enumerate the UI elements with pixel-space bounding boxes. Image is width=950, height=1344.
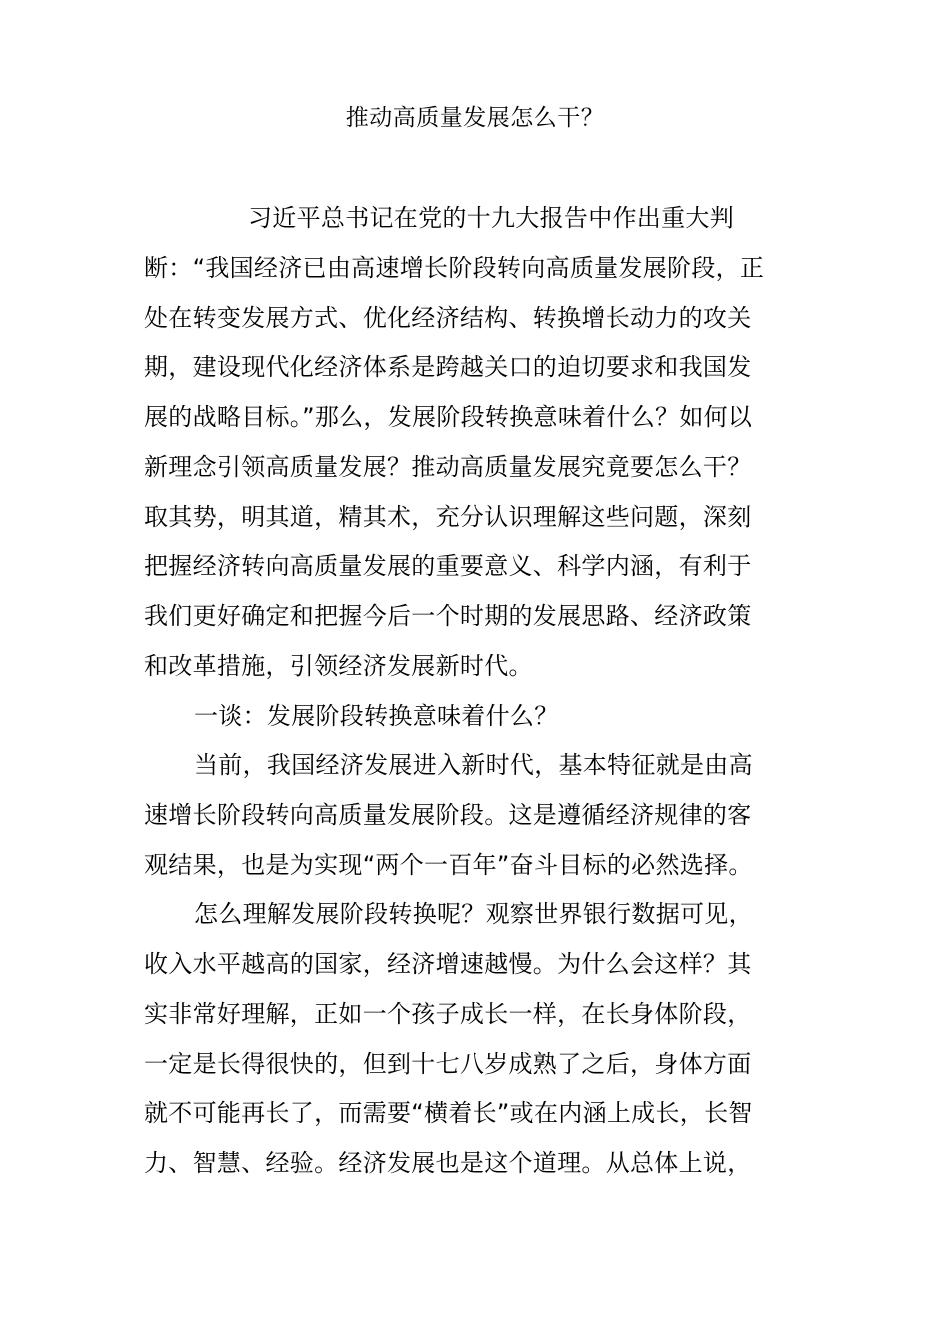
paragraph-line: 我们更好确定和把握今后一个时期的发展思路、经济政策 [144,602,752,630]
paragraph-line: 和改革措施，引领经济发展新时代。 [144,652,533,680]
paragraph-line: 实非常好理解，正如一个孩子成长一样，在长身体阶段， [144,1000,752,1028]
paragraph-line: 习近平总书记在党的十九大报告中作出重大判 [248,204,734,232]
paragraph-line: 怎么理解发展阶段转换呢？观察世界银行数据可见， [194,900,753,928]
paragraph-line: 收入水平越高的国家，经济增速越慢。为什么会这样？其 [144,950,752,978]
paragraph-line: 就不可能再长了，而需要“横着长”或在内涵上成长，长智 [144,1099,753,1127]
paragraph-line: 展的战略目标。”那么，发展阶段转换意味着什么？如何以 [144,403,753,431]
paragraph-line: 把握经济转向高质量发展的重要意义、科学内涵，有利于 [144,552,752,580]
paragraph-line: 处在转变发展方式、优化经济结构、转换增长动力的攻关 [144,304,752,332]
paragraph-line: 当前，我国经济发展进入新时代，基本特征就是由高 [194,751,753,779]
paragraph-line: 力、智慧、经验。经济发展也是这个道理。从总体上说， [144,1149,752,1177]
section-heading: 一谈：发展阶段转换意味着什么？ [194,702,559,730]
paragraph-line: 新理念引领高质量发展？推动高质量发展究竟要怎么干？ [144,453,752,481]
paragraph-line: 观结果，也是为实现“两个一百年”奋斗目标的必然选择。 [144,851,753,879]
paragraph-line: 速增长阶段转向高质量发展阶段。这是遵循经济规律的客 [144,801,752,829]
paragraph-line: 断：“我国经济已由高速增长阶段转向高质量发展阶段，正 [144,254,765,282]
document-title: 推动高质量发展怎么干？ [345,105,605,131]
paragraph-line: 期，建设现代化经济体系是跨越关口的迫切要求和我国发 [144,353,752,381]
paragraph-line: 一定是长得很快的，但到十七八岁成熟了之后，身体方面 [144,1050,752,1078]
paragraph-line: 取其势，明其道，精其术，充分认识理解这些问题，深刻 [144,503,752,531]
